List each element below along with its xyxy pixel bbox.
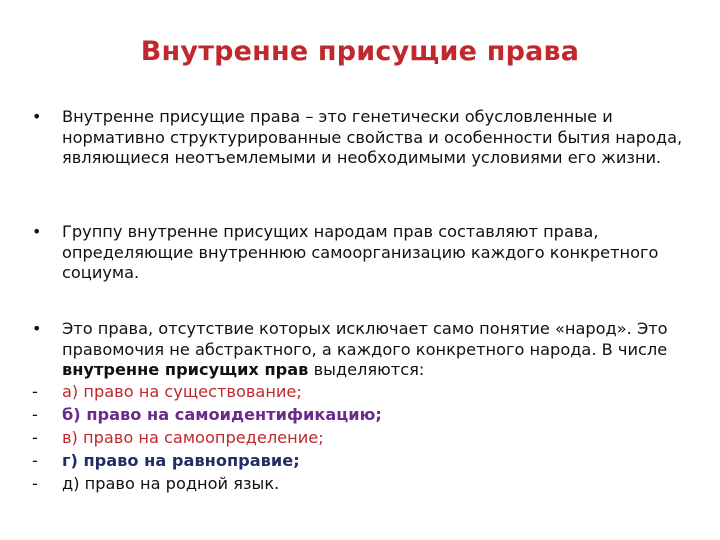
list-item-text: г) право на равноправие; — [62, 451, 300, 470]
list-item-text: б) право на самоидентификацию; — [62, 405, 382, 424]
bullet-item — [32, 222, 692, 284]
bullet-text-part: выделяются: — [308, 360, 425, 379]
bullet-marker: • — [32, 319, 42, 338]
bullet-text-part: Это права, отсутствие которых исключает само понятие «народ». Это правомочия не абстрактного, а каждого конкретного народа. В числе — [62, 319, 668, 359]
dash-marker: - — [32, 474, 38, 493]
bullet-text-emphasis: внутренне присущих прав — [62, 360, 309, 379]
list-item — [32, 382, 692, 403]
bullet-text: Группу внутренне присущих народам прав составляют права, определяющие внутреннюю самоорганизацию каждого конкретного социума. — [62, 222, 659, 282]
bullet-marker: • — [32, 107, 42, 126]
list-item-text: а) право на существование; — [62, 382, 302, 401]
dash-marker: - — [32, 451, 38, 470]
bullet-item — [32, 107, 692, 169]
list-item — [32, 405, 692, 426]
bullet-text: Внутренне присущие права – это генетически обусловленные и нормативно структурированные свойства и особенности бытия народа, являющиеся неотъемлемыми и необходимыми условиями его жизни. — [62, 107, 683, 167]
bullet-marker: • — [32, 222, 42, 241]
list-item — [32, 474, 692, 495]
dash-marker: - — [32, 428, 38, 447]
list-item-text: в) право на самоопределение; — [62, 428, 324, 447]
dash-marker: - — [32, 382, 38, 401]
list-item — [32, 428, 692, 449]
list-item-text: д) право на родной язык. — [62, 474, 280, 493]
bullet-item — [32, 319, 692, 381]
bullet-text — [62, 319, 692, 381]
dash-marker: - — [32, 405, 38, 424]
list-item — [32, 451, 692, 472]
slide-title: Внутренне присущие права — [140, 36, 580, 67]
